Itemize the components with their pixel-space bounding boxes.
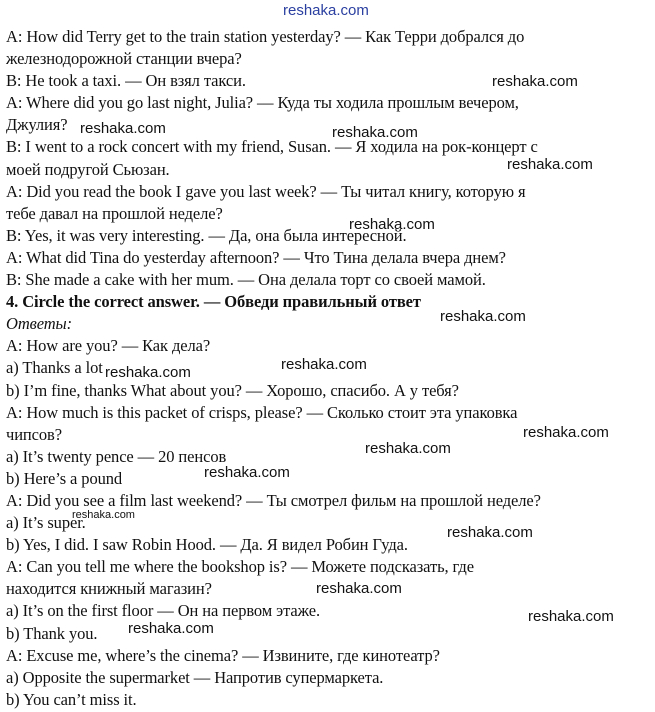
document-body	[6, 26, 648, 711]
text-line: a) It’s twenty pence — 20 пенсов	[6, 446, 227, 466]
text-line: b) Here’s a pound	[6, 468, 123, 488]
watermark: reshaka.com	[365, 440, 451, 457]
watermark: reshaka.com	[105, 364, 191, 381]
text-line: b) You can’t miss it.	[6, 689, 137, 709]
watermark: reshaka.com	[281, 356, 367, 373]
text-line: A: How much is this packet of crisps, please? — Сколько стоит эта упаковка	[6, 402, 518, 422]
text-line: a) It’s super.	[6, 513, 86, 533]
text-line: a) Thanks a lot	[6, 358, 103, 378]
watermark: reshaka.com	[204, 464, 290, 481]
text-line: моей подругой Сьюзан.	[6, 159, 170, 179]
text-line: B: Yes, it was very interesting. — Да, она была интересной.	[6, 225, 407, 245]
section-heading: 4. Circle the correct answer. — Обведи правильный ответ	[6, 292, 421, 312]
text-line: B: I went to a rock concert with my friend, Susan. — Я ходила на рок-концерт с	[6, 137, 538, 157]
text-line: железнодорожной станции вчера?	[6, 49, 242, 69]
watermark: reshaka.com	[447, 524, 533, 541]
text-line: чипсов?	[6, 424, 62, 444]
watermark: reshaka.com	[80, 120, 166, 137]
watermark: reshaka.com	[492, 73, 578, 90]
text-line: a) It’s on the first floor — Он на первом этаже.	[6, 601, 320, 621]
watermark: reshaka.com	[332, 124, 418, 141]
text-line: B: She made a cake with her mum. — Она делала торт со своей мамой.	[6, 270, 486, 290]
text-line: A: Excuse me, where’s the cinema? — Извините, где кинотеатр?	[6, 645, 440, 665]
text-line: B: He took a taxi. — Он взял такси.	[6, 71, 246, 91]
text-line: b) I’m fine, thanks What about you? — Хорошо, спасибо. А у тебя?	[6, 380, 459, 400]
watermark: reshaka.com	[507, 156, 593, 173]
text-line: Джулия?	[6, 115, 68, 135]
text-line: a) Opposite the supermarket — Напротив супермаркета.	[6, 667, 384, 687]
watermark: reshaka.com	[440, 308, 526, 325]
watermark: reshaka.com	[528, 608, 614, 625]
text-line: тебе давал на прошлой неделе?	[6, 203, 223, 223]
text-line: A: How did Terry get to the train station yesterday? — Как Терри добрался до	[6, 27, 525, 46]
watermark: reshaka.com	[128, 620, 214, 637]
text-line: A: Can you tell me where the bookshop is? — Можете подсказать, где	[6, 557, 474, 577]
text-line: A: Did you read the book I gave you last week? — Ты читал книгу, которую я	[6, 181, 526, 201]
watermark: reshaka.com	[349, 216, 435, 233]
watermark: reshaka.com	[72, 509, 135, 521]
watermark: reshaka.com	[316, 580, 402, 597]
text-line: находится книжный магазин?	[6, 579, 212, 599]
text-line: A: What did Tina do yesterday afternoon? — Что Тина делала вчера днем?	[6, 247, 506, 267]
watermark-top: reshaka.com	[283, 2, 369, 19]
text-line: b) Thank you.	[6, 623, 98, 643]
answers-label: Ответы:	[6, 314, 72, 334]
text-line: b) Yes, I did. I saw Robin Hood. — Да. Я видел Робин Гуда.	[6, 535, 408, 555]
text-line: A: How are you? — Как дела?	[6, 336, 211, 356]
text-line: A: Where did you go last night, Julia? — Куда ты ходила прошлым вечером,	[6, 93, 519, 113]
text-line: A: Did you see a film last weekend? — Ты смотрел фильм на прошлой неделе?	[6, 490, 541, 510]
watermark: reshaka.com	[523, 424, 609, 441]
